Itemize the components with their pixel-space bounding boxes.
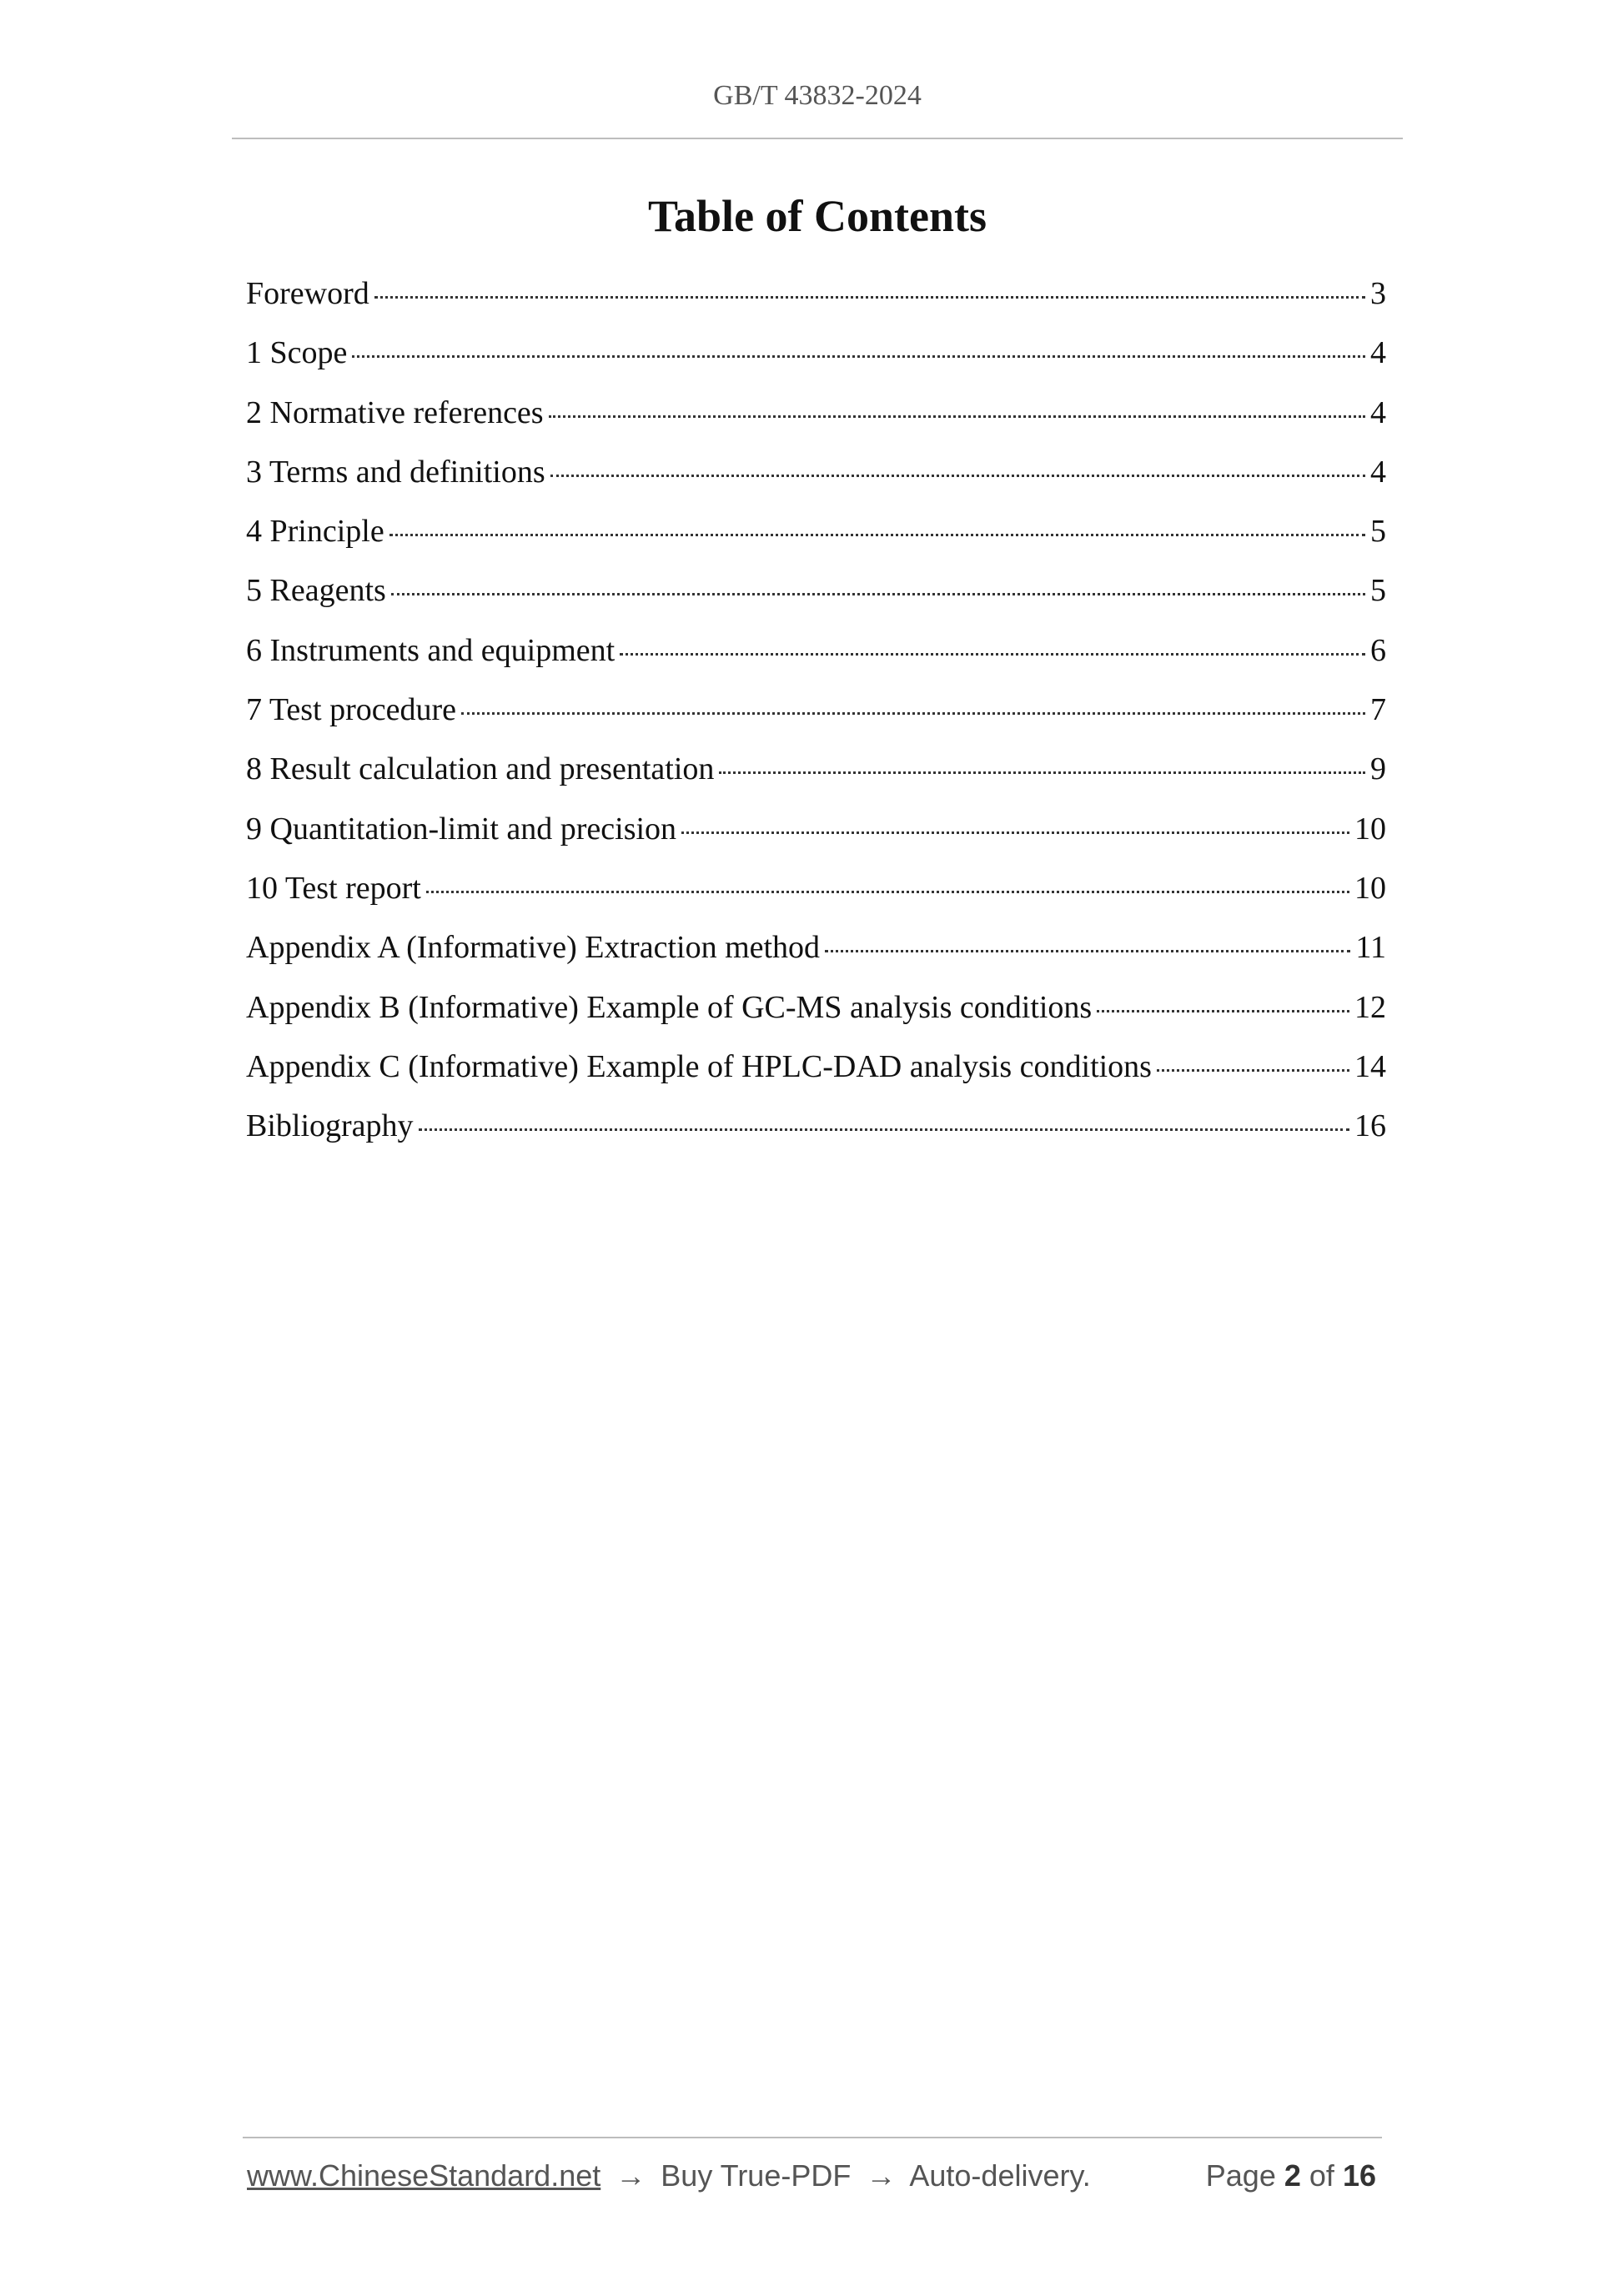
- footer-divider: [243, 2137, 1382, 2138]
- toc-entry-page: 5: [1370, 573, 1386, 609]
- arrow-right-icon: →: [866, 2158, 897, 2193]
- toc-entry-terms-definitions[interactable]: [246, 454, 1386, 513]
- dot-leader: [681, 831, 1349, 834]
- dot-leader: [825, 950, 1350, 952]
- toc-entry-principle[interactable]: [246, 513, 1386, 572]
- toc-entry-scope[interactable]: [246, 334, 1386, 394]
- of-word: of: [1309, 2158, 1334, 2193]
- toc-entry-page: 16: [1354, 1108, 1386, 1144]
- toc-entry-normative-references[interactable]: [246, 394, 1386, 454]
- toc-entry-label: 4 Principle: [246, 514, 384, 550]
- toc-entry-test-report[interactable]: [246, 870, 1386, 929]
- dot-leader: [620, 653, 1365, 656]
- toc-entry-appendix-b[interactable]: [246, 989, 1386, 1048]
- toc-entry-page: 5: [1370, 514, 1386, 550]
- page-total: 16: [1342, 2158, 1376, 2193]
- dot-leader: [550, 475, 1365, 477]
- toc-entry-page: 10: [1354, 870, 1386, 906]
- toc-entry-label: Appendix B (Informative) Example of GC-MS analysis conditions: [246, 989, 1093, 1025]
- toc-entry-label: Appendix A (Informative) Extraction method: [246, 930, 821, 966]
- toc-entry-label: Foreword: [246, 276, 369, 311]
- toc-entry-appendix-c[interactable]: [246, 1048, 1386, 1108]
- page-word: Page: [1205, 2158, 1276, 2193]
- toc-entry-label: 1 Scope: [246, 335, 348, 371]
- dot-leader: [426, 891, 1349, 893]
- toc-entry-result-calculation[interactable]: [246, 751, 1386, 810]
- dot-leader: [419, 1128, 1349, 1131]
- page-current: 2: [1284, 2158, 1301, 2193]
- toc-entry-reagents[interactable]: [246, 572, 1386, 631]
- header-divider: [232, 138, 1403, 139]
- toc-entry-appendix-a[interactable]: [246, 929, 1386, 988]
- toc-entry-page: 7: [1370, 692, 1386, 728]
- toc-entry-page: 4: [1370, 335, 1386, 371]
- dot-leader: [391, 593, 1365, 595]
- running-header: GB/T 43832-2024: [713, 80, 922, 111]
- toc-entry-page: 10: [1354, 811, 1386, 847]
- page-indicator: [1206, 2158, 1376, 2193]
- toc-entry-label: 7 Test procedure: [246, 692, 456, 728]
- toc-entry-page: 14: [1354, 1048, 1386, 1084]
- toc-entry-test-procedure[interactable]: [246, 691, 1386, 751]
- footer-promo: [247, 2158, 1091, 2193]
- toc-entry-page: 9: [1370, 751, 1386, 787]
- toc-entry-bibliography[interactable]: [246, 1108, 1386, 1167]
- toc-entry-label: 10 Test report: [246, 870, 421, 906]
- toc-entry-label: Appendix C (Informative) Example of HPLC-DAD analysis conditions: [246, 1048, 1152, 1084]
- footer-step-buy: Buy True-PDF: [661, 2158, 852, 2193]
- toc-entry-label: 9 Quantitation-limit and precision: [246, 811, 677, 847]
- dot-leader: [1157, 1069, 1349, 1072]
- arrow-right-icon: →: [616, 2158, 646, 2193]
- dot-leader: [374, 296, 1365, 299]
- toc-entry-label: 6 Instruments and equipment: [246, 632, 616, 668]
- toc-entry-page: 4: [1370, 394, 1386, 430]
- dot-leader: [719, 771, 1365, 774]
- toc-entry-label: 3 Terms and definitions: [246, 454, 545, 490]
- dot-leader: [461, 712, 1365, 715]
- toc-entry-label: Bibliography: [246, 1108, 414, 1144]
- toc-entry-label: 2 Normative references: [246, 394, 544, 430]
- toc-entry-quantitation-limit[interactable]: [246, 811, 1386, 870]
- toc-entry-instruments[interactable]: [246, 632, 1386, 691]
- dot-leader: [1097, 1010, 1349, 1012]
- toc-title: Table of Contents: [647, 191, 987, 241]
- toc-entry-label: 8 Result calculation and presentation: [246, 751, 715, 787]
- toc-entry-page: 4: [1370, 454, 1386, 490]
- footer-step-delivery: Auto-delivery.: [909, 2158, 1091, 2193]
- toc-entry-foreword[interactable]: [246, 275, 1386, 334]
- toc-list: [246, 275, 1386, 1167]
- dot-leader: [352, 355, 1365, 358]
- dot-leader: [389, 534, 1365, 536]
- toc-entry-page: 12: [1354, 989, 1386, 1025]
- site-link[interactable]: www.ChineseStandard.net: [247, 2158, 601, 2193]
- dot-leader: [549, 415, 1365, 418]
- toc-entry-label: 5 Reagents: [246, 573, 386, 609]
- toc-entry-page: 3: [1370, 276, 1386, 311]
- toc-entry-page: 6: [1370, 632, 1386, 668]
- toc-entry-page: 11: [1355, 930, 1386, 966]
